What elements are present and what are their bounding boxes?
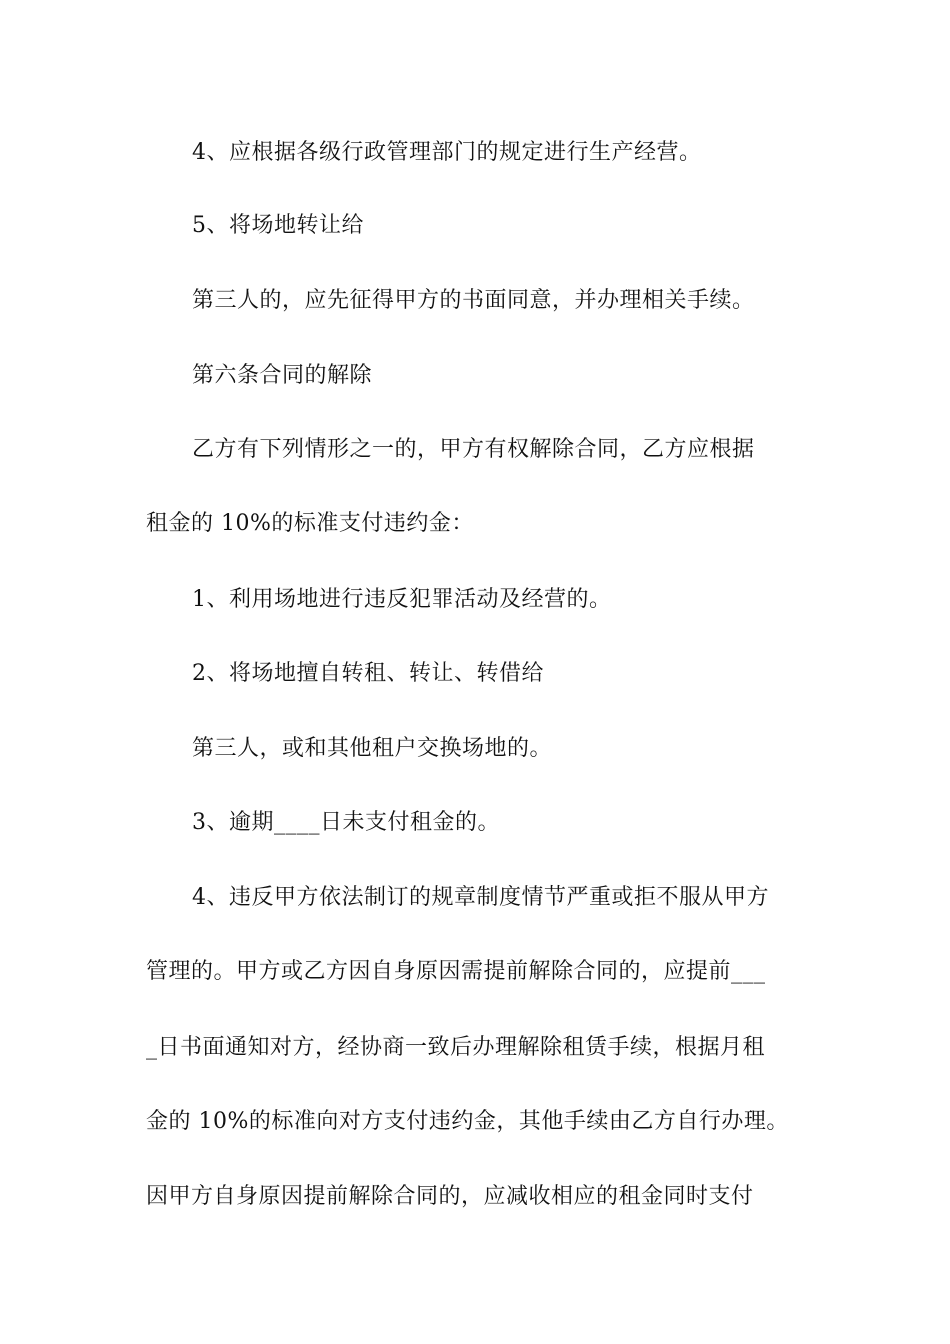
paragraph-line: 3、逾期____日未支付租金的。 — [192, 810, 500, 835]
paragraph-line: 乙方有下列情形之一的，甲方有权解除合同，乙方应根据 — [192, 437, 755, 462]
paragraph-line: 4、应根据各级行政管理部门的规定进行生产经营。 — [192, 140, 702, 165]
paragraph-line: 4、违反甲方依法制订的规章制度情节严重或拒不服从甲方 — [192, 885, 769, 910]
paragraph-line: 第三人，或和其他租户交换场地的。 — [192, 736, 553, 761]
paragraph-line: 第三人的，应先征得甲方的书面同意，并办理相关手续。 — [192, 288, 755, 313]
paragraph-line: 因甲方自身原因提前解除合同的，应减收相应的租金同时支付 — [146, 1184, 754, 1209]
paragraph-line: _日书面通知对方，经协商一致后办理解除租赁手续，根据月租 — [146, 1035, 766, 1060]
paragraph-line: 1、利用场地进行违反犯罪活动及经营的。 — [192, 587, 612, 612]
paragraph-line: 金的 10%的标准向对方支付违约金，其他手续由乙方自行办理。 — [146, 1109, 789, 1134]
section-heading: 第六条合同的解除 — [192, 363, 373, 388]
paragraph-line: 管理的。甲方或乙方因自身原因需提前解除合同的，应提前___ — [146, 959, 766, 984]
paragraph-line: 2、将场地擅自转租、转让、转借给 — [192, 661, 544, 686]
paragraph-line: 租金的 10%的标准支付违约金： — [146, 511, 474, 536]
paragraph-line: 5、将场地转让给 — [192, 213, 364, 238]
